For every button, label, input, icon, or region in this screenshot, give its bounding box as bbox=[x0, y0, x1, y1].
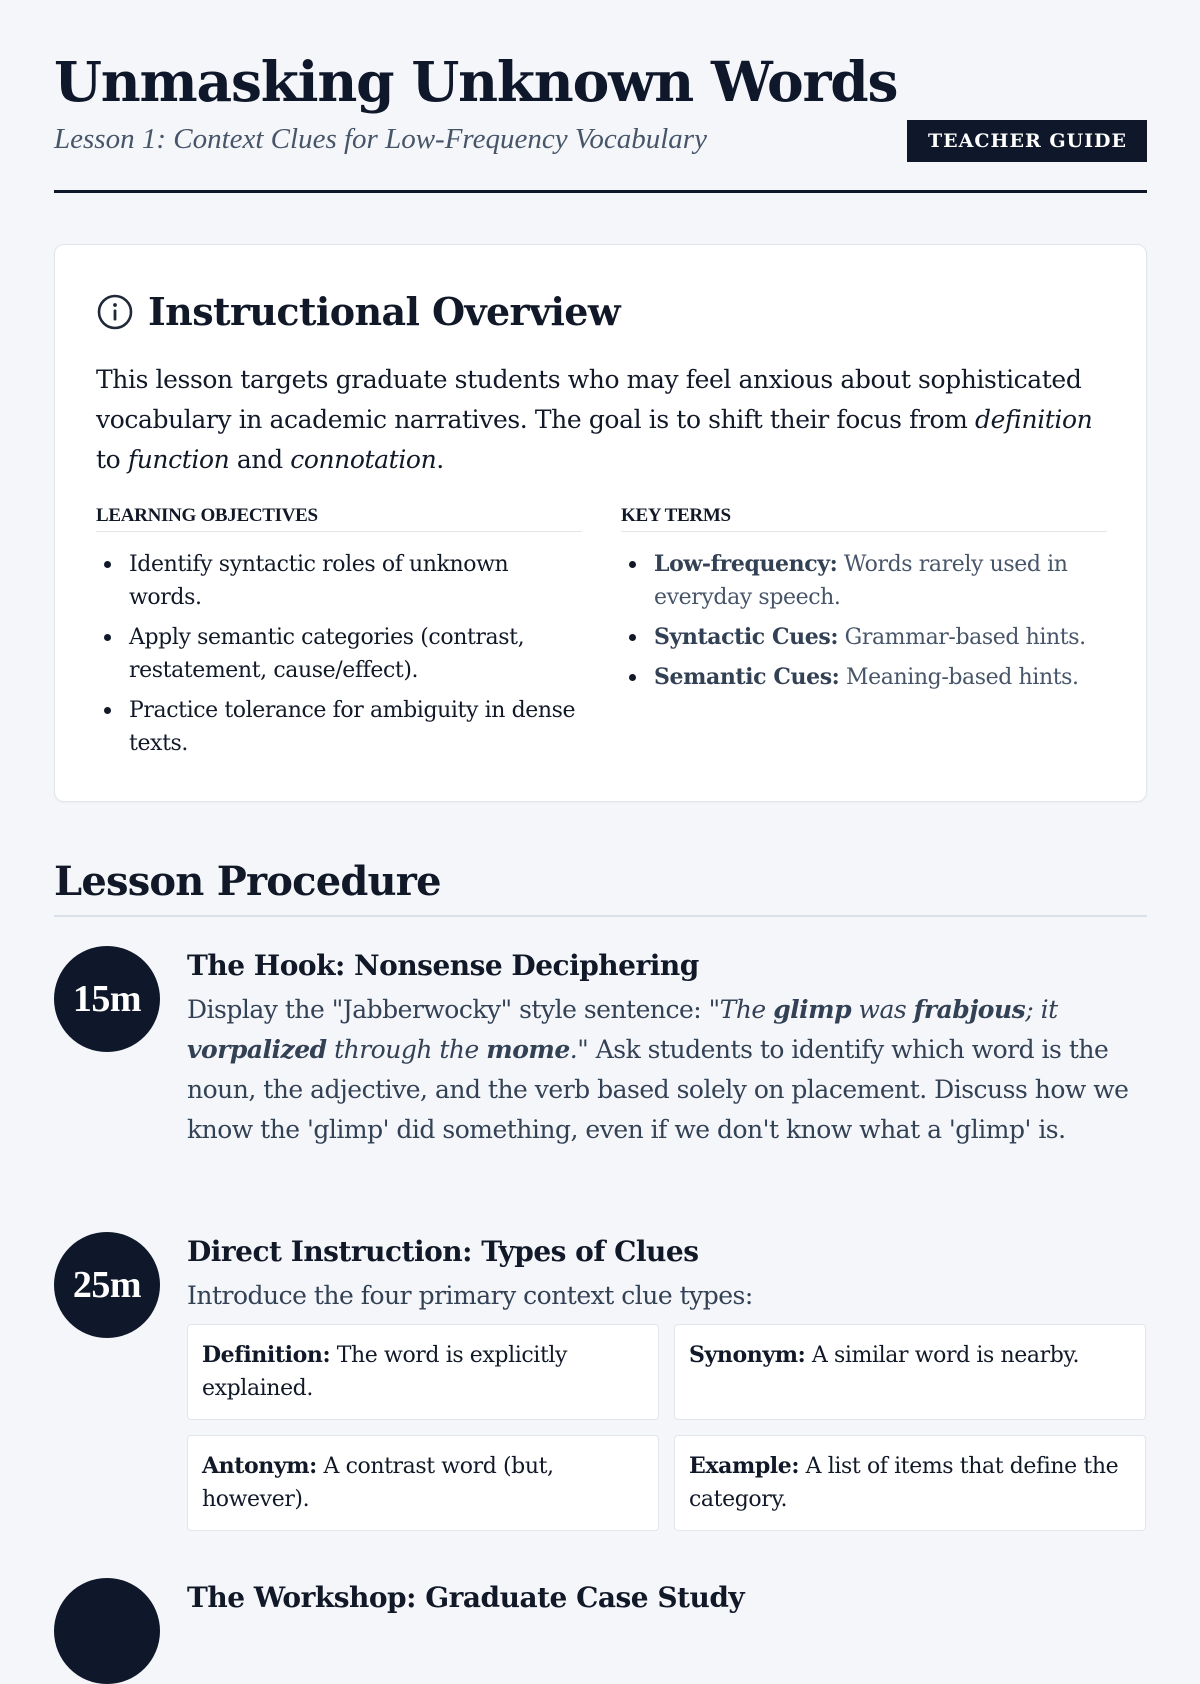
step-text-start: Display the "Jabberwocky" style sentence: bbox=[187, 995, 709, 1024]
step-description bbox=[187, 990, 1147, 1150]
quote-word-vorpalized: vorpalized bbox=[187, 1035, 327, 1064]
teacher-guide-badge: TEACHER GUIDE bbox=[907, 120, 1147, 162]
step-duration-badge: 15m bbox=[54, 946, 160, 1052]
key-terms-heading: KEY TERMS bbox=[621, 505, 1107, 532]
lesson-plan-page bbox=[54, 0, 1147, 1614]
step-title: The Workshop: Graduate Case Study bbox=[187, 1581, 745, 1614]
quote-part: "The bbox=[708, 995, 774, 1024]
clue-text: The word is explicitly explained. bbox=[202, 1343, 568, 1401]
lesson-procedure-heading: Lesson Procedure bbox=[54, 858, 441, 905]
page-title: Unmasking Unknown Words bbox=[54, 49, 898, 114]
clue-card-example bbox=[674, 1435, 1146, 1531]
info-icon bbox=[96, 293, 134, 331]
step-body bbox=[187, 946, 1147, 1150]
clue-name: Example: bbox=[689, 1453, 800, 1479]
step-duration-badge: 25m bbox=[54, 1232, 160, 1338]
learning-objectives-list bbox=[96, 548, 582, 760]
key-term-name: Syntactic Cues: bbox=[654, 624, 839, 650]
quote-part: ; it bbox=[1025, 995, 1058, 1024]
key-term-name: Low-frequency: bbox=[654, 551, 838, 577]
clue-text: A similar word is nearby. bbox=[805, 1343, 1080, 1368]
overview-title: Instructional Overview bbox=[148, 289, 620, 334]
key-term-item bbox=[621, 661, 1107, 694]
step-text-end: Ask students to identify which word is the noun, the adjective, and the verb based solely on placement. Discuss how we know the 'glimp' did something, even if we don't know what a 'glimp' is. bbox=[187, 1035, 1129, 1144]
quote-part: ." bbox=[569, 1035, 589, 1064]
objective-item: Practice tolerance for ambiguity in dense texts. bbox=[96, 694, 582, 760]
clue-card-antonym bbox=[187, 1435, 659, 1531]
key-term-name: Semantic Cues: bbox=[654, 664, 840, 690]
section-divider bbox=[54, 915, 1147, 917]
quote-word-mome: mome bbox=[486, 1035, 570, 1064]
clue-card-synonym bbox=[674, 1324, 1146, 1420]
quote-part: through the bbox=[326, 1035, 487, 1064]
overview-heading-row bbox=[96, 289, 620, 334]
quote-word-frabjous: frabjous bbox=[913, 995, 1026, 1024]
page-header bbox=[54, 0, 1147, 193]
intro-emphasis-definition: definition bbox=[975, 405, 1093, 434]
learning-objectives-heading: LEARNING OBJECTIVES bbox=[96, 505, 582, 532]
overview-intro bbox=[96, 360, 1096, 480]
clue-text: A list of items that define the category. bbox=[689, 1454, 1119, 1512]
intro-text-mid1: to bbox=[96, 445, 128, 474]
instructional-overview-card bbox=[54, 244, 1147, 802]
step-body bbox=[187, 1578, 1147, 1618]
step-body bbox=[187, 1232, 1147, 1512]
key-term-definition: Grammar-based hints. bbox=[838, 625, 1086, 650]
quote-part: was bbox=[851, 995, 914, 1024]
key-term-item bbox=[621, 621, 1107, 654]
clue-card-definition bbox=[187, 1324, 659, 1420]
key-term-definition: Meaning-based hints. bbox=[839, 665, 1079, 690]
page-subtitle: Lesson 1: Context Clues for Low-Frequency Vocabulary bbox=[54, 123, 707, 155]
key-terms-section bbox=[621, 505, 1107, 701]
step-title: The Hook: Nonsense Deciphering bbox=[187, 949, 699, 982]
clue-text: A contrast word (but, however). bbox=[202, 1454, 554, 1512]
objective-item: Identify syntactic roles of unknown words. bbox=[96, 548, 582, 614]
intro-text-end: . bbox=[436, 445, 444, 474]
clue-types-grid bbox=[187, 1324, 1147, 1531]
quote-word-glimp: glimp bbox=[773, 995, 852, 1024]
key-term-item bbox=[621, 548, 1107, 614]
step-description: Introduce the four primary context clue types: bbox=[187, 1281, 753, 1310]
intro-emphasis-connotation: connotation bbox=[290, 445, 437, 474]
intro-text-mid2: and bbox=[229, 445, 291, 474]
step-duration-badge bbox=[54, 1578, 160, 1684]
key-terms-list bbox=[621, 548, 1107, 694]
intro-text-start: This lesson targets graduate students who may feel anxious about sophisticated vocabulary in academic narratives. The goal is to shift their focus from bbox=[96, 365, 1082, 434]
learning-objectives-section bbox=[96, 505, 582, 767]
key-term-definition: Words rarely used in everyday speech. bbox=[654, 552, 1068, 610]
intro-emphasis-function: function bbox=[127, 445, 230, 474]
objective-item: Apply semantic categories (contrast, restatement, cause/effect). bbox=[96, 621, 582, 687]
clue-name: Antonym: bbox=[202, 1453, 317, 1479]
clue-name: Definition: bbox=[202, 1342, 331, 1368]
step-title: Direct Instruction: Types of Clues bbox=[187, 1235, 699, 1268]
clue-name: Synonym: bbox=[689, 1342, 806, 1368]
